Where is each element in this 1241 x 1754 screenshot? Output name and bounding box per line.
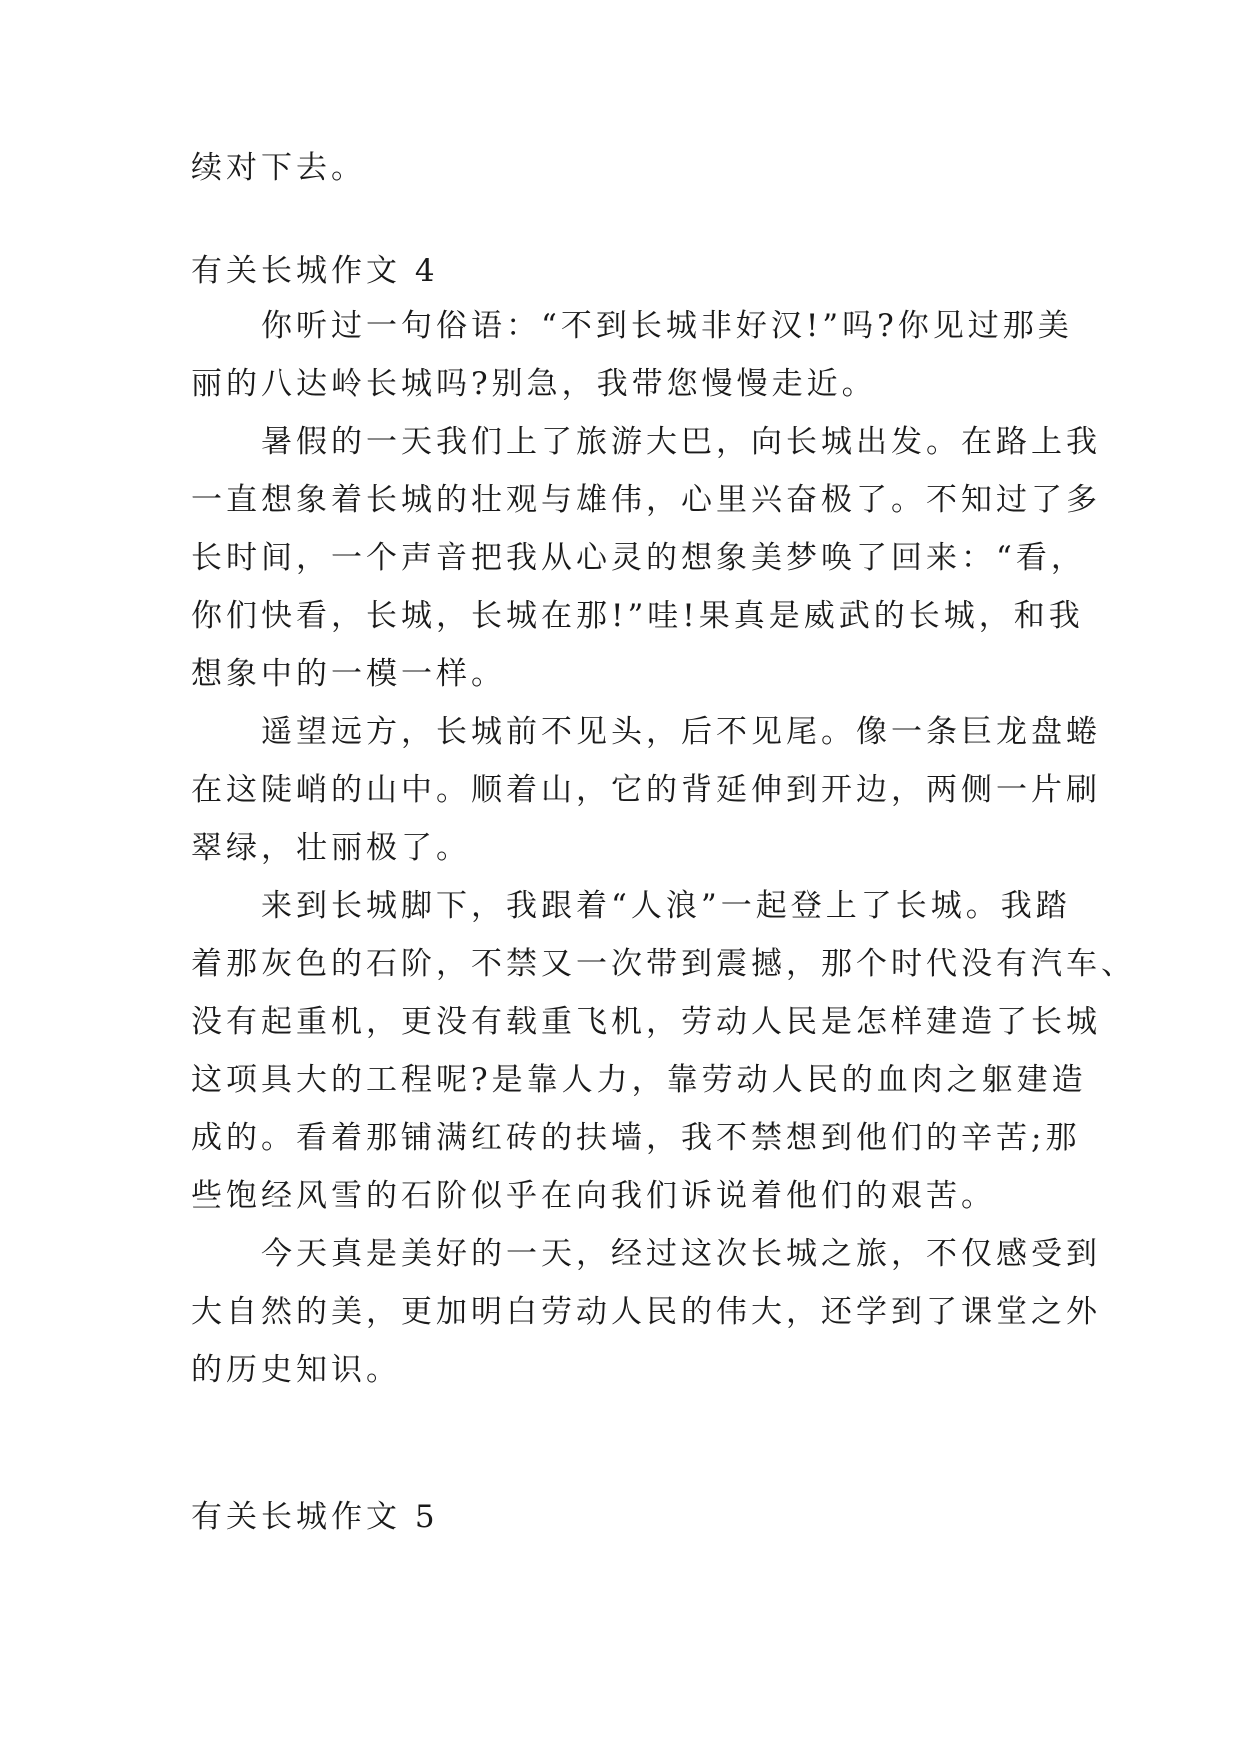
paragraph-line: 成的。看着那铺满红砖的扶墙，我不禁想到他们的辛苦;那 [191, 1120, 1081, 1156]
paragraph-5 [191, 1225, 1101, 1399]
paragraph-line: 你们快看，长城，长城在那!”哇!果真是威武的长城，和我 [191, 598, 1084, 634]
paragraph-line: 些饱经风雪的石阶似乎在向我们诉说着他们的艰苦。 [191, 1178, 996, 1214]
paragraph-line: 想象中的一模一样。 [191, 656, 506, 692]
paragraph-line: 一直想象着长城的壮观与雄伟，心里兴奋极了。不知过了多 [191, 482, 1101, 518]
paragraph-2 [191, 413, 1101, 703]
section-4-heading: 有关长城作文 4 [191, 253, 439, 289]
paragraph-line: 丽的八达岭长城吗?别急，我带您慢慢走近。 [191, 366, 877, 402]
paragraph-1 [191, 297, 1073, 413]
paragraph-line: 你听过一句俗语：“不到长城非好汉!”吗?你见过那美 [191, 308, 1073, 344]
paragraph-line: 遥望远方，长城前不见头，后不见尾。像一条巨龙盘蜷 [191, 714, 1101, 750]
paragraph-line: 来到长城脚下，我跟着“人浪”一起登上了长城。我踏 [191, 888, 1071, 924]
paragraph-line: 今天真是美好的一天，经过这次长城之旅，不仅感受到 [191, 1236, 1101, 1272]
paragraph-line: 大自然的美，更加明白劳动人民的伟大，还学到了课堂之外 [191, 1294, 1101, 1330]
paragraph-line: 的历史知识。 [191, 1352, 401, 1388]
paragraph-4 [191, 877, 1136, 1225]
paragraph-line: 这项具大的工程呢?是靠人力，靠劳动人民的血肉之躯建造 [191, 1062, 1087, 1098]
paragraph-line: 着那灰色的石阶，不禁又一次带到震撼，那个时代没有汽车、 [191, 946, 1136, 982]
paragraph-line: 翠绿，壮丽极了。 [191, 830, 471, 866]
section-4-body [191, 297, 1136, 1399]
paragraph-line: 长时间，一个声音把我从心灵的想象美梦唤了回来：“看， [191, 540, 1086, 576]
paragraph-line: 暑假的一天我们上了旅游大巴，向长城出发。在路上我 [191, 424, 1101, 460]
paragraph-3 [191, 703, 1101, 877]
section-5-heading: 有关长城作文 5 [191, 1499, 439, 1535]
continuation-text: 续对下去。 [191, 150, 366, 186]
paragraph-line: 没有起重机，更没有载重飞机，劳动人民是怎样建造了长城 [191, 1004, 1101, 1040]
paragraph-line: 在这陡峭的山中。顺着山，它的背延伸到开边，两侧一片刷 [191, 772, 1101, 808]
